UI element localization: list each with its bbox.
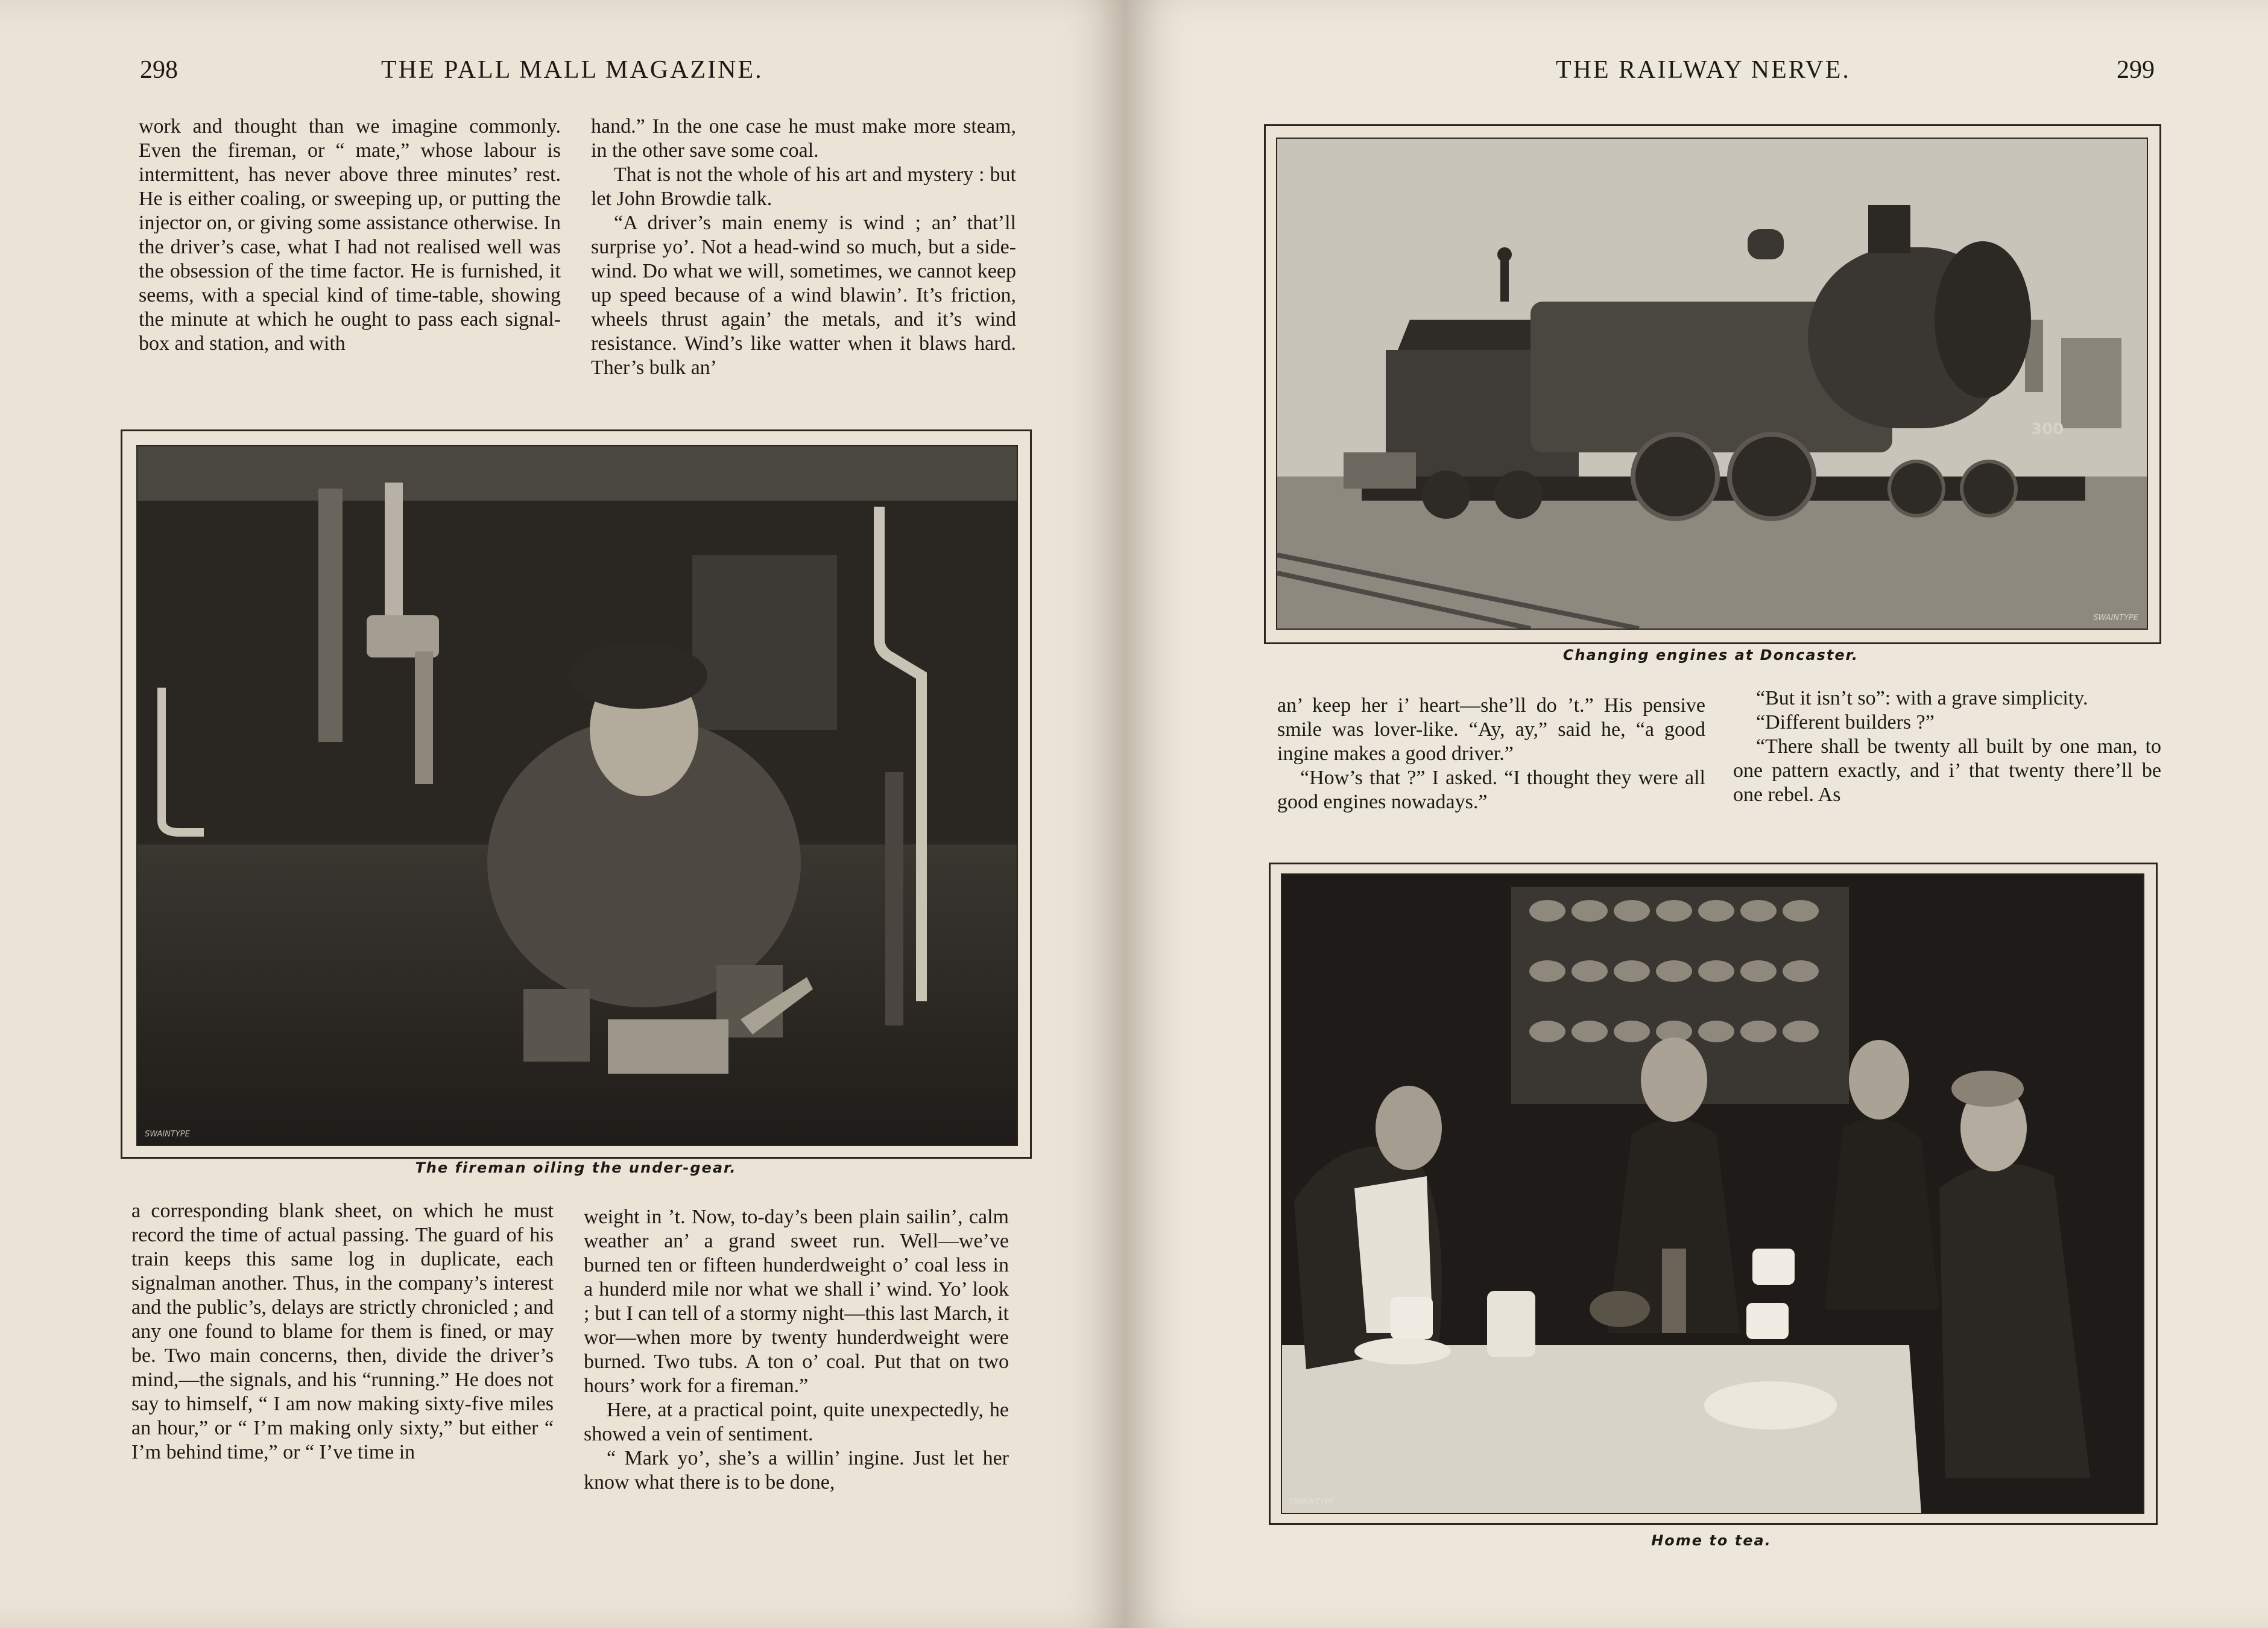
text-column-top-1 bbox=[139, 115, 561, 407]
photo-credit: SWAINTYPE bbox=[1289, 1498, 1335, 1507]
paragraph: work and thought than we imagine commonly. Even the fireman, or “ mate,” whose labour is intermittent, has never above three minutes’ rest. He is either coaling, or sweeping up, or putting the injector on, or giving some assistance otherwise. In the driver’s case, what I had not realised well was the obsession of the time factor. He is furnished, it seems, with a special kind of time-table, showing the minute at which he ought to pass each signal-box and station, and with bbox=[139, 115, 561, 355]
photo-changing-engines bbox=[1276, 138, 2148, 630]
text-column-right-1 bbox=[1277, 694, 1705, 844]
paragraph: “ Mark yo’, she’s a willin’ ingine. Just let her know what there is to be done, bbox=[584, 1447, 1009, 1493]
paragraph: “There shall be twenty all built by one man, to one pattern exactly, and i’ that twenty there’ll be one rebel. As bbox=[1733, 735, 2161, 806]
paragraph: weight in ’t. Now, to-day’s been plain sailin’, calm weather an’ a grand sweet run. Well—we’ve burned ten or fifteen hunderdweight o’ coal less in a hunderd mile nor what we shall i’ wind. Yo’ look ; but I can tell of a stormy night—this last March, it wor—when more by twenty hunderdweight were burned. Two tubs. A ton o’ coal. Put that on two hours’ work for a fireman.” bbox=[584, 1206, 1009, 1397]
photo-caption-locomotive: Changing engines at Doncaster. bbox=[1562, 647, 1859, 664]
photo-home-to-tea bbox=[1281, 873, 2144, 1514]
page-number-left: 298 bbox=[140, 56, 178, 84]
photo-caption-fireman: The fireman oiling the under-gear. bbox=[415, 1159, 737, 1176]
paragraph: “How’s that ?” I asked. “I thought they were all good engines nowadays.” bbox=[1277, 767, 1705, 813]
page-number-right: 299 bbox=[2117, 56, 2155, 84]
locomotive-illustration bbox=[1277, 139, 2147, 629]
paragraph: That is not the whole of his art and mystery : but let John Browdie talk. bbox=[591, 163, 1016, 210]
photo-credit: SWAINTYPE bbox=[145, 1130, 190, 1139]
paragraph: “Different builders ?” bbox=[1756, 711, 1935, 733]
right-page bbox=[1126, 0, 2268, 1628]
text-column-right-2 bbox=[1733, 686, 2161, 837]
fireman-illustration bbox=[137, 446, 1017, 1145]
photo-caption-tea: Home to tea. bbox=[1651, 1532, 1772, 1549]
tea-scene-illustration bbox=[1282, 875, 2143, 1513]
running-head-right: THE RAILWAY NERVE. bbox=[1556, 56, 1851, 84]
paragraph: a corresponding blank sheet, on which he must record the time of actual passing. The guard of his train keeps this same log in duplicate, each signalman another. Thus, in the company’s interest and the public’s, delays are strictly chronicled ; and any one found to blame for them is fined, or may be. Two main concerns, then, divide the driver’s mind,—the signals, and his “running.” He does not say to himself, “ I am now making sixty-five miles an hour,” or “ I’m making only sixty,” but either “ I’m behind time,” or “ I’ve time in bbox=[131, 1200, 554, 1463]
text-column-bottom-2 bbox=[584, 1205, 1009, 1555]
text-column-top-2 bbox=[591, 115, 1016, 407]
paragraph: “But it isn’t so”: with a grave simplicity. bbox=[1756, 687, 2088, 709]
locomotive-number: 300 bbox=[2031, 420, 2064, 439]
paragraph: an’ keep her i’ heart—she’ll do ’t.” His pensive smile was lover-like. “Ay, ay,” said he, “a good ingine makes a good driver.” bbox=[1277, 694, 1705, 765]
photo-fireman-oiling bbox=[136, 445, 1018, 1146]
running-head-left: THE PALL MALL MAGAZINE. bbox=[381, 56, 763, 84]
photo-credit: SWAINTYPE bbox=[2093, 613, 2138, 622]
text-column-bottom-1 bbox=[131, 1199, 554, 1549]
paragraph: Here, at a practical point, quite unexpectedly, he showed a vein of sentiment. bbox=[584, 1399, 1009, 1445]
paragraph: hand.” In the one case he must make more steam, in the other save some coal. bbox=[591, 115, 1016, 162]
left-page bbox=[0, 0, 1126, 1628]
paragraph: “A driver’s main enemy is wind ; an’ that’ll surprise yo’. Not a head-wind so much, but a side-wind. Do what we will, sometimes, we cannot keep up speed because of a wind blawin’. It’s friction, wheels thrust again’ the metals, and it’s wind resistance. Wind’s like watter when it blaws hard. Ther’s bulk an’ bbox=[591, 212, 1016, 379]
